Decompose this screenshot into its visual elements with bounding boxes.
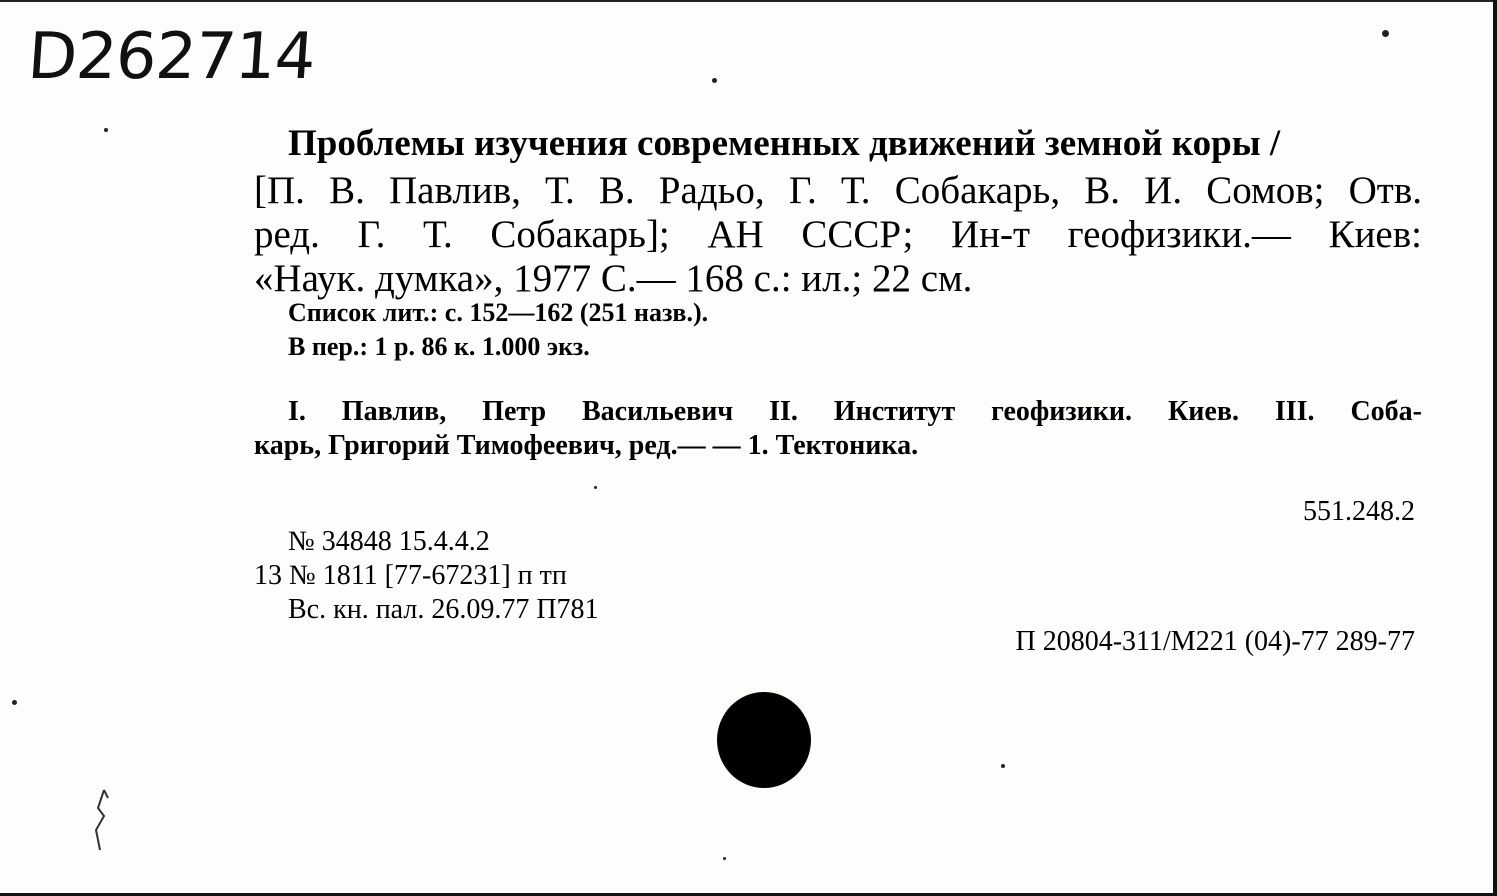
handwritten-call-number: D262714: [25, 20, 318, 94]
book-title: Проблемы изучения современных движений земной коры /: [288, 123, 1281, 164]
card-number: № 34848 15.4.4.2: [288, 526, 490, 557]
pencil-mark: [84, 786, 124, 856]
authors-line-2: ред. Г. Т. Собакарь]; АН СССР; Ин-т геофизики.— Киев:: [254, 213, 1422, 256]
ink-speck: [1001, 764, 1005, 768]
bibliography-note: Список лит.: с. 152—162 (251 назв.).: [288, 298, 709, 327]
udc-code: 551.248.2: [1303, 496, 1415, 527]
price-code: П 20804-311/M221 (04)-77 289-77: [1015, 626, 1415, 657]
ink-speck: [594, 486, 597, 489]
price-note: В пер.: 1 р. 86 к. 1.000 экз.: [288, 332, 590, 361]
ink-speck: [712, 78, 717, 83]
publication-line: «Наук. думка», 1977 С.— 168 с.: ил.; 22 см.: [254, 257, 973, 300]
tracings-line-2: карь, Григорий Тимофеевич, ред.— — 1. Тектоника.: [254, 430, 919, 461]
ink-speck: [723, 857, 726, 860]
tracings-line-1: I. Павлив, Петр Васильевич II. Институт геофизики. Киев. III. Соба-: [288, 396, 1422, 427]
card-top-edge: [0, 0, 1497, 2]
ink-speck: [104, 128, 108, 132]
chamber-record: Вс. кн. пал. 26.09.77 П781: [288, 594, 599, 625]
authors-line-1: [П. В. Павлив, Т. В. Радьо, Г. Т. Собакарь, В. И. Сомов; Отв.: [254, 169, 1422, 212]
card-punch-hole: [717, 692, 811, 788]
print-number: 13 № 1811 [77-67231] п тп: [254, 560, 567, 591]
ink-speck: [1382, 30, 1389, 37]
ink-speck: [12, 700, 17, 705]
